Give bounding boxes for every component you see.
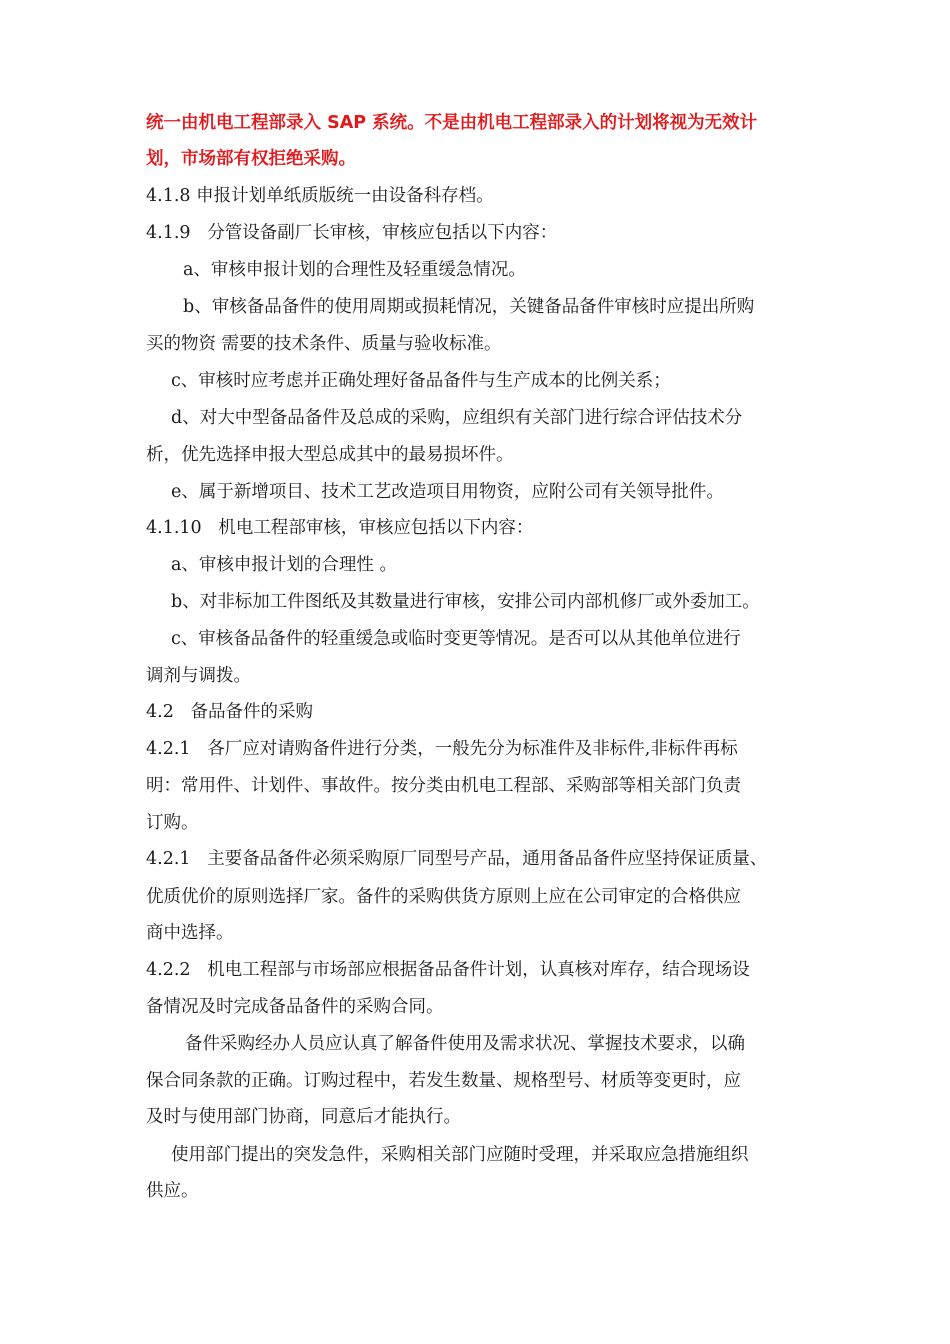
- text-line: 4.1.8 申报计划单纸质版统一由设备科存档。: [146, 186, 494, 206]
- text-line: 4.2.1 各厂应对请购备件进行分类，一般先分为标准件及非标件,非标件再标: [146, 739, 738, 759]
- text-line: a、审核申报计划的合理性及轻重缓急情况。: [183, 260, 526, 280]
- text-line: d、对大中型备品备件及总成的采购，应组织有关部门进行综合评估技术分: [171, 408, 743, 428]
- text-line: 备件采购经办人员应认真了解备件使用及需求状况、掌握技术要求，以确: [185, 1034, 745, 1054]
- text-line: 订购。: [146, 813, 199, 833]
- text-line: 4.2.1 主要备品备件必须采购原厂同型号产品，通用备品备件应坚持保证质量、: [146, 849, 768, 869]
- text-line: b、对非标加工件图纸及其数量进行审核，安排公司内部机修厂或外委加工。: [171, 592, 760, 612]
- text-line: 析，优先选择申报大型总成其中的最易损坏件。: [146, 445, 514, 465]
- text-line: c、审核时应考虑并正确处理好备品备件与生产成本的比例关系；: [171, 371, 671, 391]
- text-line: 调剂与调拨。: [146, 666, 251, 686]
- text-line: 划，市场部有权拒绝采购。: [146, 149, 356, 169]
- text-line: 统一由机电工程部录入 SAP 系统。不是由机电工程部录入的计划将视为无效计: [146, 113, 758, 133]
- text-line: 及时与使用部门协商，同意后才能执行。: [146, 1107, 461, 1127]
- text-line: a、审核申报计划的合理性 。: [171, 555, 397, 575]
- text-line: 4.2 备品备件的采购: [146, 702, 314, 722]
- text-line: 4.2.2 机电工程部与市场部应根据备品备件计划，认真核对库存，结合现场设: [146, 960, 750, 980]
- text-line: 备情况及时完成备品备件的采购合同。: [146, 997, 444, 1017]
- text-line: 商中选择。: [146, 923, 234, 943]
- text-line: 使用部门提出的突发急件，采购相关部门应随时受理，并采取应急措施组织: [171, 1145, 749, 1165]
- text-line: c、审核备品备件的轻重缓急或临时变更等情况。是否可以从其他单位进行: [171, 629, 741, 649]
- text-line: e、属于新增项目、技术工艺改造项目用物资，应附公司有关领导批件。: [171, 482, 724, 502]
- text-line: 保合同条款的正确。订购过程中，若发生数量、规格型号、材质等变更时，应: [146, 1071, 741, 1091]
- text-line: 优质优价的原则选择厂家。备件的采购供货方原则上应在公司审定的合格供应: [146, 887, 741, 907]
- text-line: 买的物资 需要的技术条件、质量与验收标准。: [146, 334, 502, 354]
- text-line: 4.1.9 分管设备副厂长审核，审核应包括以下内容：: [146, 223, 558, 243]
- text-line: 供应。: [146, 1181, 199, 1201]
- text-line: 4.1.10 机电工程部审核，审核应包括以下内容：: [146, 518, 534, 538]
- text-line: b、审核备品备件的使用周期或损耗情况，关键备品备件审核时应提出所购: [183, 297, 755, 317]
- text-line: 明：常用件、计划件、事故件。按分类由机电工程部、采购部等相关部门负责: [146, 776, 741, 796]
